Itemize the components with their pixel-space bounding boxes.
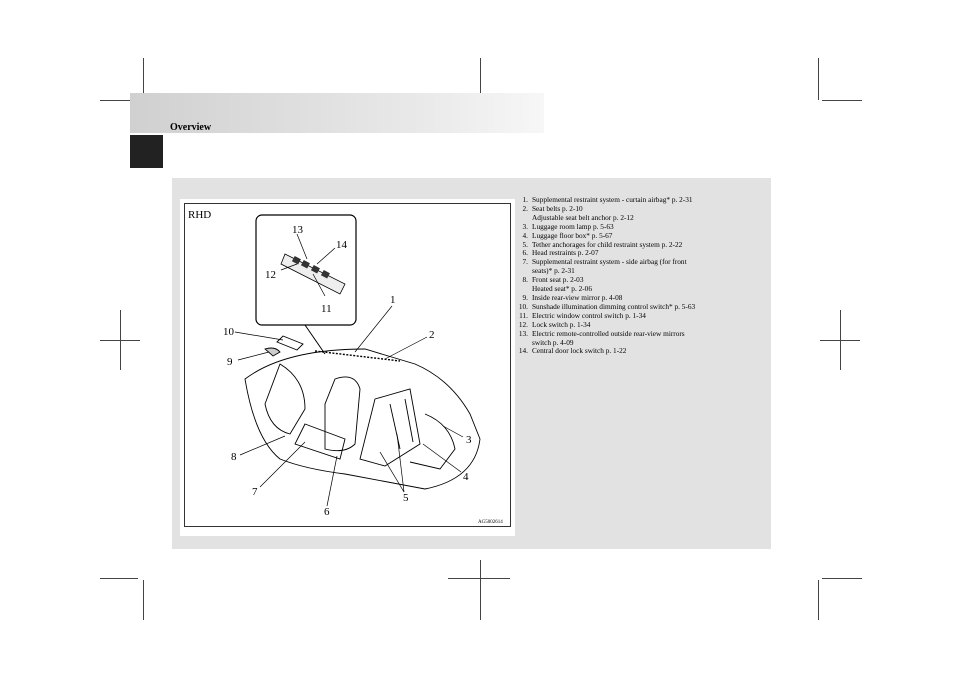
crop-mark (840, 310, 841, 370)
list-item-line: Central door lock switch p. 1-22 (532, 346, 627, 356)
callout-3: 3 (466, 434, 472, 446)
list-item-number: 9. (522, 292, 528, 302)
page-title: Overview (170, 122, 212, 133)
crop-mark (822, 578, 862, 579)
crop-mark (818, 58, 819, 100)
list-item-text (532, 276, 764, 294)
list-item-number: 2. (522, 203, 528, 213)
interior-illustration (185, 204, 510, 526)
crop-mark (818, 580, 819, 620)
list-item-number: 13. (518, 328, 528, 338)
list-item (514, 276, 764, 294)
callout-7: 7 (252, 486, 258, 498)
callout-13: 13 (292, 224, 303, 236)
list-item-line: Supplemental restraint system - curtain airbag* p. 2-31 (532, 195, 693, 204)
list-item-number: 10. (518, 301, 528, 311)
crop-mark (480, 560, 481, 620)
list-item-line: seats)* p. 2-31 (532, 266, 575, 276)
list-item-line: Luggage floor box* p. 5-67 (532, 230, 613, 240)
list-item-text (532, 330, 764, 348)
variant-label: RHD (188, 209, 212, 221)
list-item (514, 205, 764, 223)
list-item-line: switch p. 4-09 (532, 337, 574, 347)
list-item (514, 258, 764, 276)
list-item-line: Tether anchorages for child restraint system p. 2-22 (532, 239, 683, 249)
list-item-line: Seat belts p. 2-10 (532, 203, 583, 213)
list-item-number: 8. (522, 275, 528, 285)
list-item-number: 3. (522, 221, 528, 231)
list-item-number: 14. (518, 346, 528, 356)
list-item-line: Lock switch p. 1-34 (532, 319, 591, 329)
list-item-number: 1. (522, 195, 528, 204)
list-item-line: Inside rear-view mirror p. 4-08 (532, 292, 623, 302)
list-item-line: Heated seat* p. 2-06 (532, 284, 592, 294)
callout-11: 11 (321, 303, 332, 315)
callout-5: 5 (403, 492, 409, 504)
callout-6: 6 (324, 506, 330, 518)
component-list (514, 196, 764, 356)
list-item-line: Front seat p. 2-03 (532, 275, 584, 285)
crop-mark (822, 100, 862, 101)
section-tab (130, 135, 163, 168)
list-item-text (532, 205, 764, 223)
list-item-line: Luggage room lamp p. 5-63 (532, 221, 614, 231)
list-item-number: 4. (522, 230, 528, 240)
callout-2: 2 (429, 329, 435, 341)
vehicle-interior (245, 336, 480, 489)
list-item (514, 347, 764, 356)
list-item-number: 5. (522, 239, 528, 249)
list-item-number: 12. (518, 319, 528, 329)
callout-9: 9 (227, 356, 233, 368)
list-item-line: Sunshade illumination dimming control switch* p. 5-63 (532, 301, 696, 311)
figure-frame (184, 203, 511, 527)
list-item-line: Adjustable seat belt anchor p. 2-12 (532, 212, 634, 222)
list-item-number: 7. (522, 257, 528, 267)
crop-mark (448, 578, 510, 579)
image-code: AG5002614 (478, 520, 503, 525)
callout-10: 10 (223, 326, 234, 338)
crop-mark (143, 580, 144, 620)
list-item-number: 11. (519, 310, 528, 320)
callout-12: 12 (265, 269, 276, 281)
list-item (514, 330, 764, 348)
list-item-line: Head restraints p. 2-07 (532, 248, 599, 258)
callout-8: 8 (231, 451, 237, 463)
callout-14: 14 (336, 239, 347, 251)
callout-4: 4 (463, 471, 469, 483)
callout-1: 1 (390, 294, 396, 306)
list-item-line: Electric window control switch p. 1-34 (532, 310, 646, 320)
list-item-line: Electric remote-controlled outside rear-view mirrors (532, 328, 685, 338)
list-item-line: Supplemental restraint system - side airbag (for front (532, 257, 687, 267)
list-item-text (532, 258, 764, 276)
crop-mark (120, 310, 121, 370)
crop-mark (100, 578, 138, 579)
list-item-number: 6. (522, 248, 528, 258)
interior-figure (180, 199, 515, 536)
inset-pointer (305, 325, 325, 354)
list-item-text (532, 347, 764, 356)
